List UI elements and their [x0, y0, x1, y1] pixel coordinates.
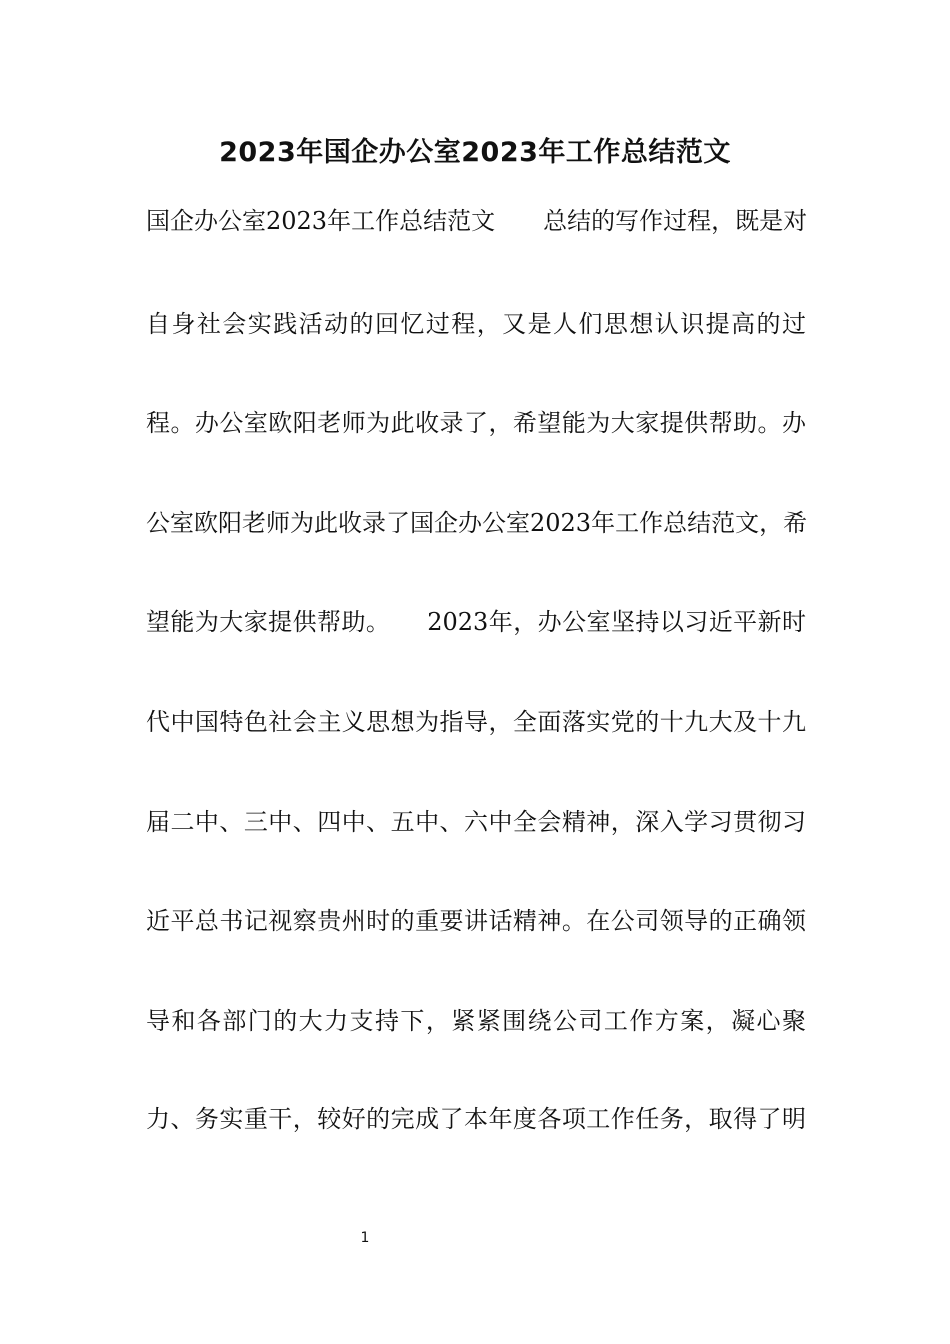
body-line: 程。办公室欧阳老师为此收录了，希望能为大家提供帮助。办 [146, 409, 806, 437]
document-title: 2023年国企办公室2023年工作总结范文 [219, 137, 731, 168]
body-line: 公室欧阳老师为此收录了国企办公室2023年工作总结范文，希 [146, 509, 808, 537]
body-line: 力、务实重干，较好的完成了本年度各项工作任务，取得了明 [146, 1105, 806, 1133]
body-line: 望能为大家提供帮助。 2023年，办公室坚持以习近平新时 [146, 608, 806, 636]
body-line: 国企办公室2023年工作总结范文 总结的写作过程，既是对 [146, 207, 808, 235]
body-line: 届二中、三中、四中、五中、六中全会精神，深入学习贯彻习 [146, 808, 806, 836]
body-line: 自身社会实践活动的回忆过程，又是人们思想认识提高的过 [146, 310, 806, 338]
body-line: 近平总书记视察贵州时的重要讲话精神。在公司领导的正确领 [146, 907, 806, 935]
body-line: 导和各部门的大力支持下，紧紧围绕公司工作方案，凝心聚 [146, 1007, 806, 1035]
body-line: 代中国特色社会主义思想为指导，全面落实党的十九大及十九 [146, 708, 806, 736]
page-number: 1 [360, 1230, 370, 1246]
